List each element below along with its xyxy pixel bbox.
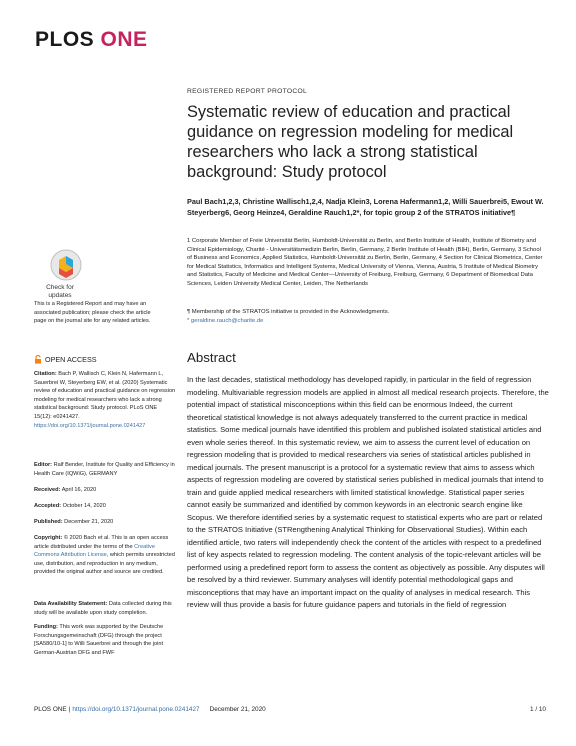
editor-text: Ralf Bender, Institute for Quality and Efficiency in Health Care (IQWiG), GERMANY: [34, 462, 175, 477]
abstract-text: In the last decades, statistical methodology has developed rapidly, in particular in the field of regression modeling. Multivariable regression models are applied in almost all medical research projects. Therefore, the potential impact of statistical misconceptions within this field can be enormous Indeed, the current theoretical statistical knowledge is not always adequately transferred to the current practice in medical statistics. Some medical journals have identified this problem and published isolated statistical articles and even whole series thereof. In this systematic review, we aim to assess the current level of education on regression modeling that is provided to medical researchers via series of statistical articles published in medical journals. The present manuscript is a protocol for a systematic review that aims to assess which aspects of regression modeling are covered by statistical series published in medical journals that intend to train and guide applied medical researchers with limited statistical knowledge. Statistical paper series cannot easily be summarized and identified by common keywords in an electronic search engine like Scopus. We therefore identified series by a systematic request to statistical experts who are part or related to the STRATOS Initiative (STRengthening Analytical Thinking for Observational Studies). Within each identified article, two raters will independently check the content of the articles with respect to a predefined list of key aspects related to regression modeling. The content analysis of the topic-relevant articles will be performed using a predefined report form to assess the content as objectively as possible. Any disputes will be resolved by a third reviewer. Summary analyses will identify potential methodological gaps and misconceptions that may have an important impact on the quality of analyses in medical research. This review will thus provide a basis for future guidance papers and tutorials in the field of regression: [187, 375, 549, 609]
copyright-text: © 2020 Bach et al. This is an open access article distributed under the terms of the: [34, 535, 169, 550]
license-link[interactable]: Creative Commons Attribution License: [34, 543, 155, 559]
data-availability-block: [34, 600, 176, 617]
received-block: [34, 486, 176, 495]
author-notes: [187, 308, 547, 325]
copyright-label: Copyright:: [34, 535, 63, 541]
editor-block: [34, 461, 176, 478]
copyright-text-rest: , which permits unrestricted use, distribution, and reproduction in any medium, provided the original author and source are credited.: [34, 552, 175, 576]
corresponding-email-link[interactable]: * geraldine.rauch@charite.de: [187, 317, 264, 324]
open-access-label: OPEN ACCESS: [45, 355, 97, 364]
page-footer: [34, 706, 546, 713]
published-block: [34, 518, 176, 527]
citation-label: Citation:: [34, 371, 57, 377]
received-label: Received:: [34, 487, 61, 493]
article-type-label: REGISTERED REPORT PROTOCOL: [187, 88, 308, 95]
published-label: Published:: [34, 519, 63, 525]
article-title: Systematic review of education and practical guidance on regression modeling for medical researchers who lack a strong statistical background: Study protocol: [187, 103, 514, 181]
accepted-label: Accepted:: [34, 503, 62, 509]
crossmark-icon[interactable]: [49, 248, 83, 282]
open-access-badge: [34, 355, 97, 364]
logo-one-text: ONE: [100, 28, 148, 51]
funding-label: Funding:: [34, 624, 58, 630]
data-availability-label: Data Availability Statement:: [34, 601, 108, 607]
abstract-heading: Abstract: [187, 350, 236, 365]
footer-separator: |: [68, 706, 71, 713]
footer-doi-link[interactable]: https://doi.org/10.1371/journal.pone.0241427: [72, 706, 200, 713]
copyright-block: [34, 534, 176, 577]
data-availability-text: Data collected during this study will be available upon study completion.: [34, 601, 172, 616]
citation-block: [34, 370, 176, 430]
citation-doi-link[interactable]: https://doi.org/10.1371/journal.pone.0241427: [34, 422, 146, 429]
footer-journal: PLOS ONE: [34, 706, 67, 713]
published-date: December 21, 2020: [64, 519, 114, 525]
journal-logo: [35, 28, 148, 52]
funding-text: This work was supported by the Deutsche Forschungsgemeinschaft (DFG) through the project [SA580/10-1] to Willi Sauerbrei and through the joint German-Austrian DFG and FWF: [34, 624, 164, 656]
editor-label: Editor:: [34, 462, 53, 468]
lock-open-icon: [34, 355, 42, 364]
accepted-date: October 14, 2020: [62, 503, 106, 509]
affiliations: 1 Corporate Member of Freie Universität Berlin, Humboldt-Universität zu Berlin, and Berlin Institute of Health, Institute of Biometry and Clinical Epidemiology, Charité - Universitätsmedizin Berlin, Berlin, Germany, 2 Berlin Institute of Health (BIH), Berlin, Germany, 3 School of Business and Economics, Applied Statistics, Humboldt-Universität zu Berlin, Berlin, Germany, 4 Section for Clinical Biometrics, Center for Medical Statistics, Informatics and Intelligent Systems, Medical University of Vienna, Vienna, Austria, 5 Institute of Medical Biometry and Statistics, Faculty of Medicine and Medical Center—University of Freiburg, Freiburg, Germany, 6 Department of Biomedical Data Sciences, Leiden University Medical Center, Leiden, The Netherlands: [187, 238, 543, 287]
accepted-block: [34, 502, 176, 511]
page-number: 1 / 10: [530, 706, 546, 713]
received-date: April 16, 2020: [61, 487, 97, 493]
membership-note: ¶ Membership of the STRATOS initiative is provided in the Acknowledgments.: [187, 309, 390, 315]
crossmark-label[interactable]: Check for updates: [46, 284, 74, 299]
logo-plos-text: PLOS: [35, 28, 95, 51]
registered-report-note: This is a Registered Report and may have an associated publication; please check the article page on the journal site for any related articles.: [34, 301, 151, 325]
citation-text: Bach P, Wallisch C, Klein N, Hafermann L, Sauerbrei W, Steyerberg EW, et al. (2020) Systematic review of education and practical guidance on regression modeling for medical researchers who lack a strong statistical background: Study protocol. PLoS ONE 15(12): e0241427.: [34, 371, 176, 420]
funding-block: [34, 623, 176, 657]
author-list: Paul Bach1,2,3, Christine Wallisch1,2,4, Nadja Klein3, Lorena Hafermann1,2, Willi Sauerbrei5, Ewout W. Steyerberg6, Georg Heinze4, Geraldine Rauch1,2*, for topic group 2 of the STRATOS initiative¶: [187, 197, 544, 218]
footer-date: December 21, 2020: [209, 706, 266, 713]
